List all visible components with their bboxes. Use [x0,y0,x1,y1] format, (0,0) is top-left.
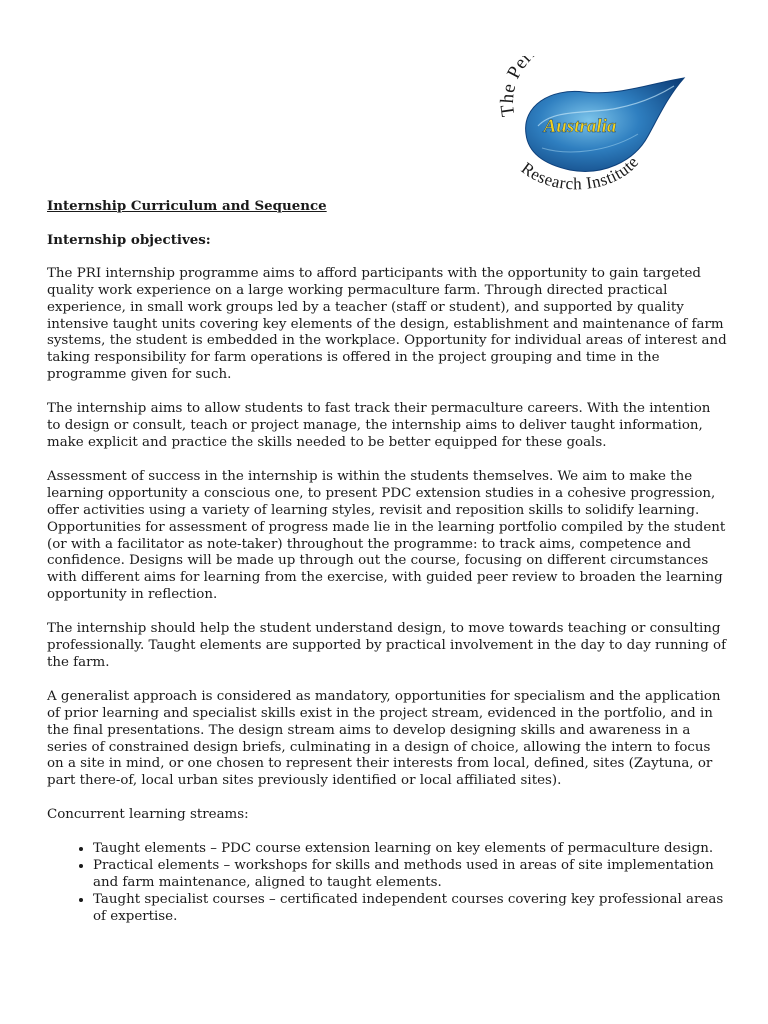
document-title: Internship Curriculum and Sequence [47,198,327,214]
stream-item-specialist: • Taught specialist courses – certificated independent courses covering key professional areas of expertise. [93,892,727,926]
stream-item-practical: • Practical elements – workshops for skills and methods used in areas of site implementation and farm maintenance, aligned to taught elements. [93,858,727,892]
stream-item-taught: • Taught elements – PDC course extension learning on key elements of permaculture design. [93,841,727,858]
logo-center-text: Australia [543,116,617,137]
document-body [47,198,727,926]
pri-logo [498,56,688,196]
paragraph-assessment: Assessment of success in the internship is within the students themselves. We aim to make the learning opportunity a conscious one, to present PDC extension studies in a cohesive progression, offer activities using a variety of learning styles, revisit and reposition skills to solidify learning. Opportunities for assessment of progress made lie in the learning portfolio compiled by the student (or with a facilitator as note-taker) throughout the programme: to track aims, competence and confidence. Designs will be made up through out the course, focusing on different circumstances with different aims for learning from the exercise, with guided peer review to broaden the learning opportunity in reflection. [47,468,726,603]
paragraph-generalist-approach: A generalist approach is considered as mandatory, opportunities for specialism and the application of prior learning and specialist skills exist in the project stream, evidenced in the portfolio, and in the final presentations. The design stream aims to develop designing skills and awareness in a series of constrained design briefs, culminating in a design of choice, allowing the intern to focus on a site in mind, or one chosen to represent their interests from local, defined, sites (Zaytuna, or part there-of, local urban sites previously identified or local affiliated sites). [47,688,721,789]
paragraph-career-fast-track: The internship aims to allow students to fast track their permaculture careers. With the intention to design or consult, teach or project manage, the internship aims to deliver taught information, make explicit and practice the skills needed to be better equipped for these goals. [47,401,711,450]
streams-heading: Concurrent learning streams: [47,807,249,823]
streams-list [47,841,727,926]
logo-bottom-text: Research Institute [517,152,643,194]
logo-top-text: The Per [498,56,537,118]
paragraph-understand-design: The internship should help the student understand design, to move towards teaching or consulting professionally. Taught elements are supported by practical involvement in the day to day running of the farm. [47,621,727,670]
paragraph-programme-aims: The PRI internship programme aims to afford participants with the opportunity to gain targeted quality work experience on a large working permaculture farm. Through directed practical experience, in small work groups led by a teacher (staff or student), and supported by quality intensive taught units covering key elements of the design, establishment and maintenance of farm systems, the student is embedded in the workplace. Opportunity for individual areas of interest and taking responsibility for farm operations is offered in the project grouping and time in the programme given for such. [47,265,727,383]
pri-logo-graphic [498,56,688,196]
objectives-heading: Internship objectives: [47,231,211,248]
